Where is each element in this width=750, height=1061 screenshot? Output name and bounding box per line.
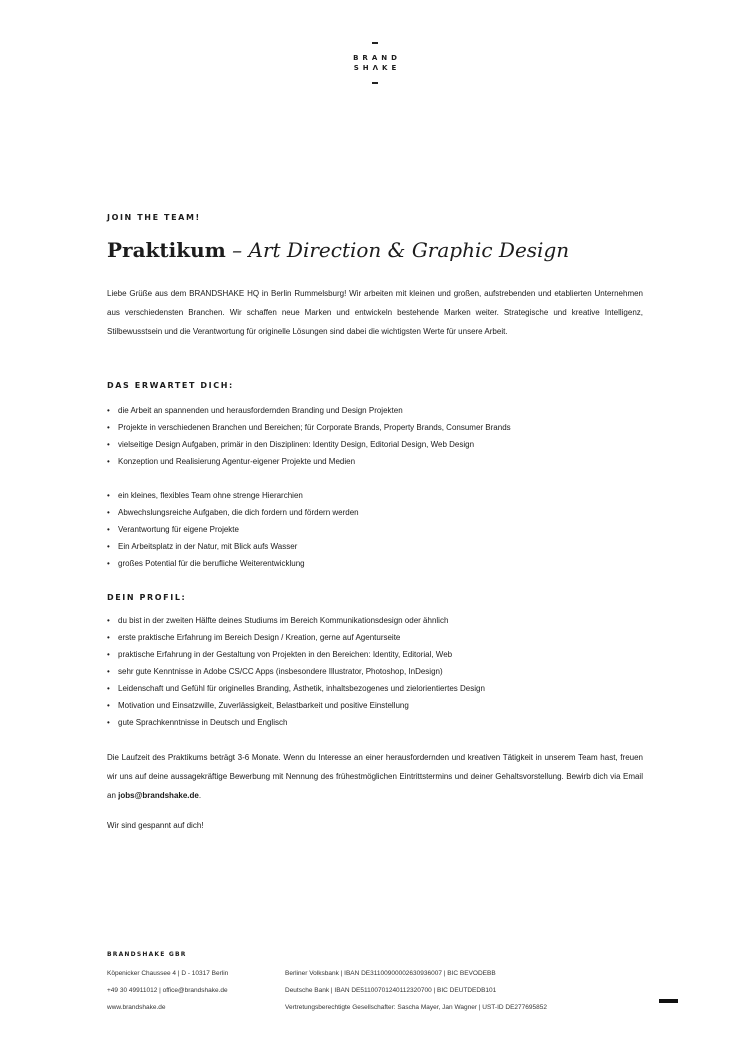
footer-bank-1: Berliner Volksbank | IBAN DE31100900002630936007 | BIC BEVODEBB (285, 970, 496, 977)
list-item: • Ein Arbeitsplatz in der Natur, mit Blick aufs Wasser (107, 538, 359, 555)
list-item: • die Arbeit an spannenden und herausfordernden Branding und Design Projekten (107, 402, 511, 419)
list-item: • sehr gute Kenntnisse in Adobe CS/CC Apps (insbesondere Illustrator, Photoshop, InDesign) (107, 663, 485, 680)
logo-bottom-dash (372, 82, 378, 84)
brand-logo (340, 42, 410, 84)
kicker: JOIN THE TEAM! (107, 213, 201, 222)
email-link[interactable]: jobs@brandshake.de (118, 791, 199, 800)
page-marker (659, 999, 678, 1003)
list-item: • gute Sprachkenntnisse in Deutsch und Englisch (107, 714, 485, 731)
title-main: Praktikum (107, 238, 226, 262)
footer-bank-2: Deutsche Bank | IBAN DE51100701240112320700 | BIC DEUTDEDB101 (285, 987, 497, 994)
signoff: Wir sind gespannt auf dich! (107, 821, 204, 830)
list-item: • Abwechslungsreiche Aufgaben, die dich fordern und fördern werden (107, 504, 359, 521)
profile-list (107, 612, 485, 731)
list-item: • erste praktische Erfahrung im Bereich Design / Kreation, gerne auf Agenturseite (107, 629, 485, 646)
list-item: • Projekte in verschiedenen Branchen und Bereichen; für Corporate Brands, Property Brands, Consumer Brands (107, 419, 511, 436)
logo-line-2: SHΛKE (353, 64, 401, 72)
list-item: • Leidenschaft und Gefühl für originelles Branding, Ästhetik, inhaltsbezogenes und zielorientiertes Design (107, 680, 485, 697)
footer-contact: +49 30 49911012 | office@brandshake.de (107, 987, 228, 994)
list-item: • du bist in der zweiten Hälfte deines Studiums im Bereich Kommunikationsdesign oder ähnlich (107, 612, 485, 629)
list-item: • vielseitige Design Aufgaben, primär in den Disziplinen: Identity Design, Editorial Design, Web Design (107, 436, 511, 453)
closing-paragraph (107, 748, 643, 805)
footer-web: www.brandshake.de (107, 1004, 166, 1011)
logo-line-1: BRAND (353, 54, 401, 62)
list-item: • praktische Erfahrung in der Gestaltung von Projekten in den Bereichen: Identity, Editorial, Web (107, 646, 485, 663)
list-item: • Verantwortung für eigene Projekte (107, 521, 359, 538)
title-sub: Art Direction & Graphic Design (248, 238, 570, 262)
expect-list-1 (107, 402, 511, 470)
logo-top-dash (372, 42, 378, 44)
list-item: • Konzeption und Realisierung Agentur-eigener Projekte und Medien (107, 453, 511, 470)
intro-paragraph: Liebe Grüße aus dem BRANDSHAKE HQ in Berlin Rummelsburg! Wir arbeiten mit kleinen und großen, aufstrebenden und etablierten Unternehmen aus verschiedensten Branchen. Wir schaffen neue Marken und entwickeln bestehende Marken weiter. Strategische und kreative Intelligenz, Stilbewusstsein und die Verantwortung für originelle Lösungen sind dabei die wichtigsten Werte für unsere Arbeit. (107, 289, 643, 336)
expect-heading: DAS ERWARTET DICH: (107, 381, 234, 390)
profile-heading: DEIN PROFIL: (107, 593, 187, 602)
list-item: • großes Potential für die berufliche Weiterentwicklung (107, 555, 359, 572)
closing-text: Die Laufzeit des Praktikums beträgt 3-6 Monate. Wenn du Interesse an einer herausfordernden und kreativen Tätigkeit in unserem Team hast, freuen wir uns auf deine aussagekräftige Bewerbung mit Nennung des frühestmöglichen Eintrittstermins und deiner Gehaltsvorstellung. Bewirb dich via Email an (107, 753, 643, 800)
list-item: • ein kleines, flexibles Team ohne strenge Hierarchien (107, 487, 359, 504)
footer-address: Köpenicker Chaussee 4 | D - 10317 Berlin (107, 970, 229, 977)
footer-partners: Vertretungsberechtigte Gesellschafter: Sascha Mayer, Jan Wagner | UST-ID DE277695852 (285, 1004, 547, 1011)
title-dash: – (232, 238, 243, 262)
footer-bank-column (285, 965, 547, 1016)
closing-period: . (198, 791, 202, 800)
expect-list-2 (107, 487, 359, 572)
list-item: • Motivation und Einsatzwille, Zuverlässigkeit, Belastbarkeit und positive Einstellung (107, 697, 485, 714)
footer-contact-column (107, 965, 228, 1016)
footer-company: BRANDSHAKE GBR (107, 951, 187, 958)
page-title (107, 236, 569, 264)
